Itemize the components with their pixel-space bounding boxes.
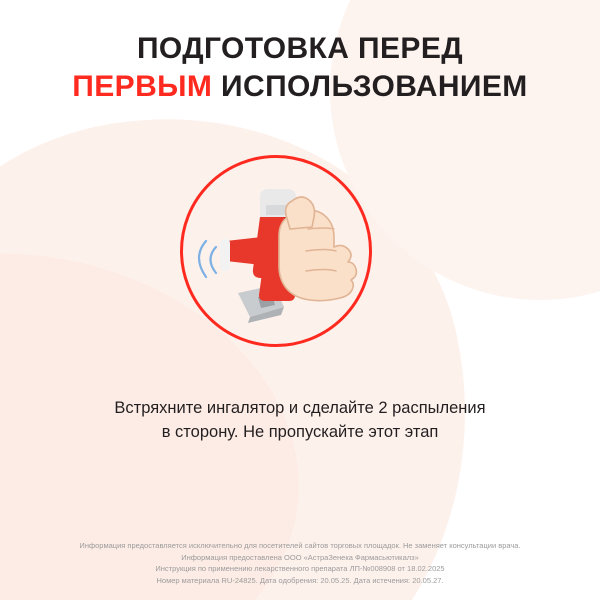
footer-line-1: Информация предоставляется исключительно для посетителей сайтов торговых площадок. Не заменяет консультации врача. <box>79 541 521 550</box>
title-line-2 <box>0 68 600 106</box>
title-line-1: ПОДГОТОВКА ПЕРЕД <box>136 32 464 65</box>
caption-line-2: в сторону. Не пропускайте этот этап <box>161 423 439 441</box>
page-title <box>0 30 600 106</box>
illustration <box>180 155 420 355</box>
title-accent-word: ПЕРВЫМ <box>72 70 213 103</box>
title-line-2-rest: ИСПОЛЬЗОВАНИЕМ <box>212 70 528 103</box>
caption-line-1: Встряхните ингалятор и сделайте 2 распыления <box>114 399 486 417</box>
legal-footer <box>0 540 600 586</box>
footer-line-4: Номер материала RU-24825. Дата одобрения: 20.05.25. Дата истечения: 20.05.27. <box>156 575 444 585</box>
footer-line-2: Информация предоставлена ООО «АстраЗенека Фармасьютикалз» <box>181 552 419 562</box>
footer-line-3: Инструкция по применению лекарственного препарата ЛП-№008908 от 18.02.2025 <box>155 564 445 573</box>
caption-text <box>40 396 560 444</box>
illustration-circle-frame <box>180 155 372 347</box>
